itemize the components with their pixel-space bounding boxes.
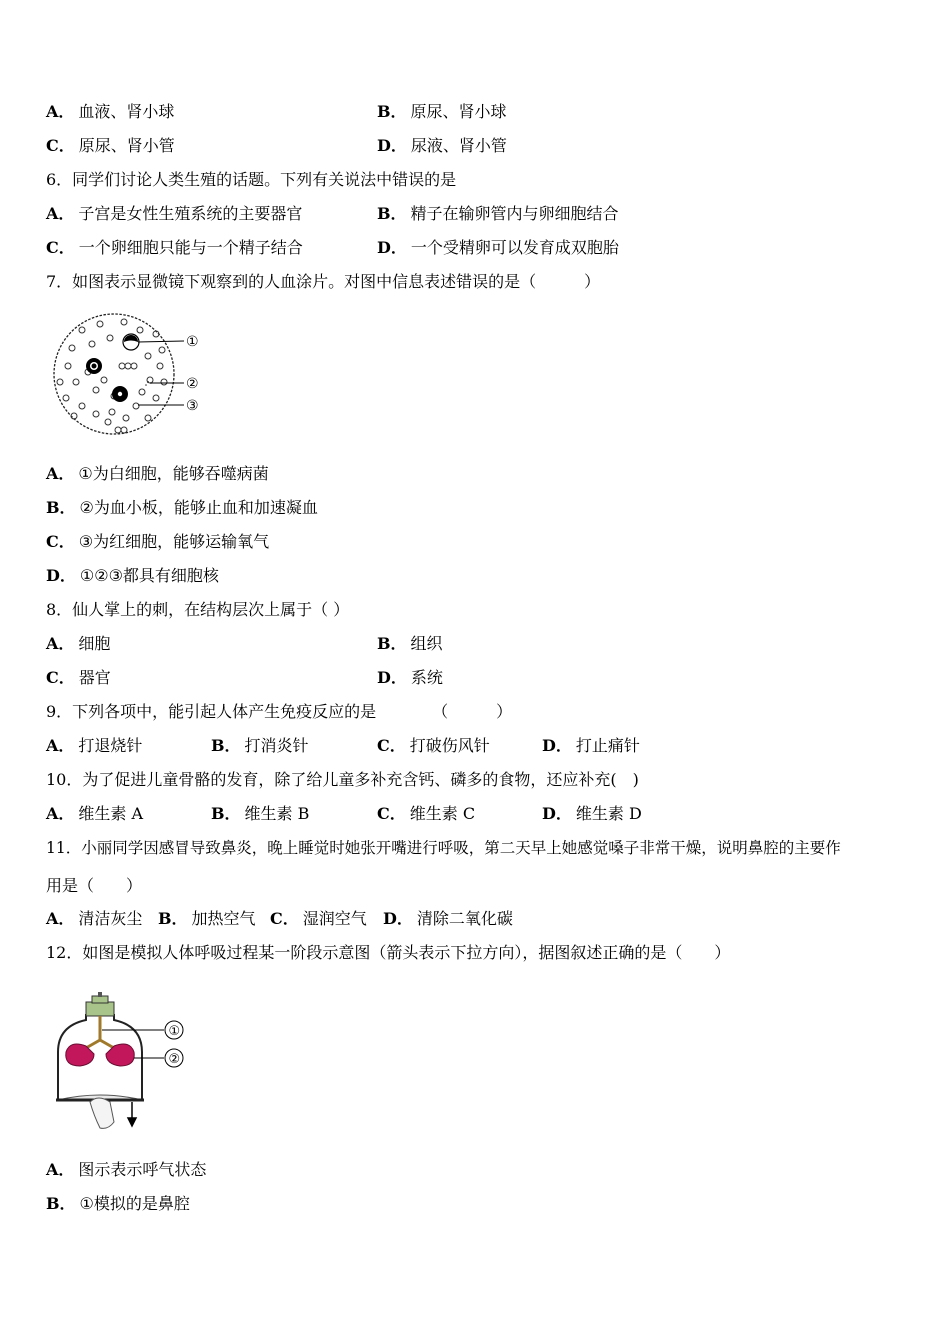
platelets [145, 381, 152, 386]
option-label: D． [377, 136, 407, 155]
option-text: 维生素 D [575, 804, 642, 823]
tube [86, 1016, 114, 1048]
option-text: 维生素 C [409, 804, 476, 823]
q8-option-b [377, 634, 443, 654]
option-text: 打退烧针 [78, 736, 143, 755]
option-text: 原尿、肾小球 [410, 102, 507, 121]
figure-label-1: ① [168, 1024, 181, 1039]
q6-option-d [377, 238, 619, 258]
option-text: ②为血小板，能够止血和加速凝血 [79, 498, 318, 517]
q6-stem: 6．同学们讨论人类生殖的话题。下列有关说法中错误的是 [46, 170, 457, 189]
figure-label-1: ① [186, 334, 199, 350]
q11-stem-line1: 11．小丽同学因感冒导致鼻炎，晚上睡觉时她张开嘴进行呼吸，第二天早上她感觉嗓子非常干燥，说明鼻腔的主要作 [46, 839, 841, 857]
option-label: A． [46, 736, 75, 755]
option-label: D． [542, 736, 572, 755]
option-text: 原尿、肾小管 [78, 136, 175, 155]
option-label: B． [46, 498, 76, 517]
figure-label-3: ③ [186, 398, 199, 414]
q5-option-d [377, 136, 507, 156]
option-text: ①模拟的是鼻腔 [79, 1194, 190, 1213]
q7-stem: 7．如图表示显微镜下观察到的人血涂片。对图中信息表述错误的是（ ） [46, 272, 601, 291]
q8-option-a [46, 634, 110, 654]
option-label: D． [46, 566, 76, 585]
option-text: 器官 [78, 668, 111, 687]
q9-option-d [542, 736, 640, 756]
q9-stem: 9．下列各项中，能引起人体产生免疫反应的是 （ ） [46, 702, 513, 721]
option-label: B． [211, 804, 241, 823]
q11-option-a [46, 909, 142, 929]
option-label: C． [46, 136, 75, 155]
q10-option-d [542, 804, 642, 824]
option-text: 维生素 B [244, 804, 310, 823]
q6-option-b [377, 204, 619, 224]
blood-smear-figure [52, 310, 212, 440]
q11-stem-line2: 用是（ ） [46, 876, 143, 895]
option-label: D． [383, 909, 413, 928]
option-label: A． [46, 804, 75, 823]
q12-option-b [46, 1194, 190, 1214]
option-label: C． [46, 668, 75, 687]
option-label: C． [46, 532, 75, 551]
q11-option-d [383, 909, 513, 929]
option-text: ①为白细胞，能够吞噬病菌 [78, 464, 269, 483]
option-text: 打消炎针 [244, 736, 309, 755]
option-label: B． [377, 634, 407, 653]
option-text: 细胞 [78, 634, 111, 653]
option-label: B． [211, 736, 241, 755]
q7-option-d [46, 566, 219, 586]
option-text: 清除二氧化碳 [416, 909, 513, 928]
q8-option-c [46, 668, 111, 688]
q8-stem: 8．仙人掌上的刺，在结构层次上属于（ ） [46, 600, 350, 619]
red-blood-cells [57, 319, 167, 433]
label-pointers [138, 341, 184, 405]
option-text: 尿液、肾小管 [410, 136, 507, 155]
option-text: ③为红细胞，能够运输氧气 [78, 532, 270, 551]
option-label: C． [377, 736, 406, 755]
option-text: 打止痛针 [575, 736, 640, 755]
option-label: B． [377, 204, 407, 223]
q8-option-d [377, 668, 443, 688]
q9-option-c [377, 736, 490, 756]
microscope-field [54, 314, 174, 434]
option-label: B． [158, 909, 188, 928]
option-label: C． [270, 909, 299, 928]
figure-label-2: ② [186, 376, 199, 392]
q5-option-c [46, 136, 175, 156]
option-text: 打破伤风针 [409, 736, 490, 755]
q7-option-a [46, 464, 269, 484]
option-label: B． [46, 1194, 76, 1213]
option-text: 子宫是女性生殖系统的主要器官 [78, 204, 303, 223]
option-text: 维生素 A [78, 804, 144, 823]
option-label: A． [46, 204, 75, 223]
option-label: A． [46, 634, 75, 653]
option-label: D． [377, 668, 407, 687]
q11-option-b [158, 909, 256, 929]
q10-option-b [211, 804, 309, 824]
option-label: C． [46, 238, 75, 257]
option-text: ①②③都具有细胞核 [79, 566, 219, 585]
option-text: 清洁灰尘 [78, 909, 143, 928]
option-text: 组织 [410, 634, 443, 653]
option-text: 一个卵细胞只能与一个精子结合 [78, 238, 303, 257]
option-label: C． [377, 804, 406, 823]
option-label: A． [46, 909, 75, 928]
q9-option-a [46, 736, 142, 756]
option-label: D． [377, 238, 407, 257]
q10-option-c [377, 804, 475, 824]
q12-stem: 12．如图是模拟人体呼吸过程某一阶段示意图（箭头表示下拉方向），据图叙述正确的是（ ） [46, 943, 731, 962]
option-label: D． [542, 804, 572, 823]
q6-option-a [46, 204, 302, 224]
stopper [86, 992, 114, 1016]
q11-option-c [270, 909, 367, 929]
q10-stem: 10．为了促进儿童骨骼的发育，除了给儿童多补充含钙、磷多的食物，还应补充( ) [46, 770, 639, 789]
q6-option-c [46, 238, 303, 258]
option-label: A． [46, 1160, 75, 1179]
option-text: 精子在输卵管内与卵细胞结合 [410, 204, 619, 223]
option-text: 系统 [410, 668, 443, 687]
option-label: A． [46, 102, 75, 121]
option-label: A． [46, 464, 75, 483]
option-text: 血液、肾小球 [78, 102, 175, 121]
option-text: 加热空气 [191, 909, 256, 928]
option-text: 图示表示呼气状态 [78, 1160, 207, 1179]
q12-option-a [46, 1160, 206, 1180]
q5-option-a [46, 102, 174, 122]
q9-option-b [211, 736, 309, 756]
down-arrow-icon [128, 1102, 136, 1126]
q5-option-b [377, 102, 507, 122]
q10-option-a [46, 804, 143, 824]
option-text: 湿润空气 [302, 909, 367, 928]
breathing-model-figure [50, 990, 200, 1135]
q7-option-c [46, 532, 269, 552]
option-text: 一个受精卵可以发育成双胞胎 [410, 238, 619, 257]
balloons [66, 1044, 134, 1066]
option-label: B． [377, 102, 407, 121]
q7-option-b [46, 498, 318, 518]
figure-label-2: ② [168, 1052, 181, 1067]
